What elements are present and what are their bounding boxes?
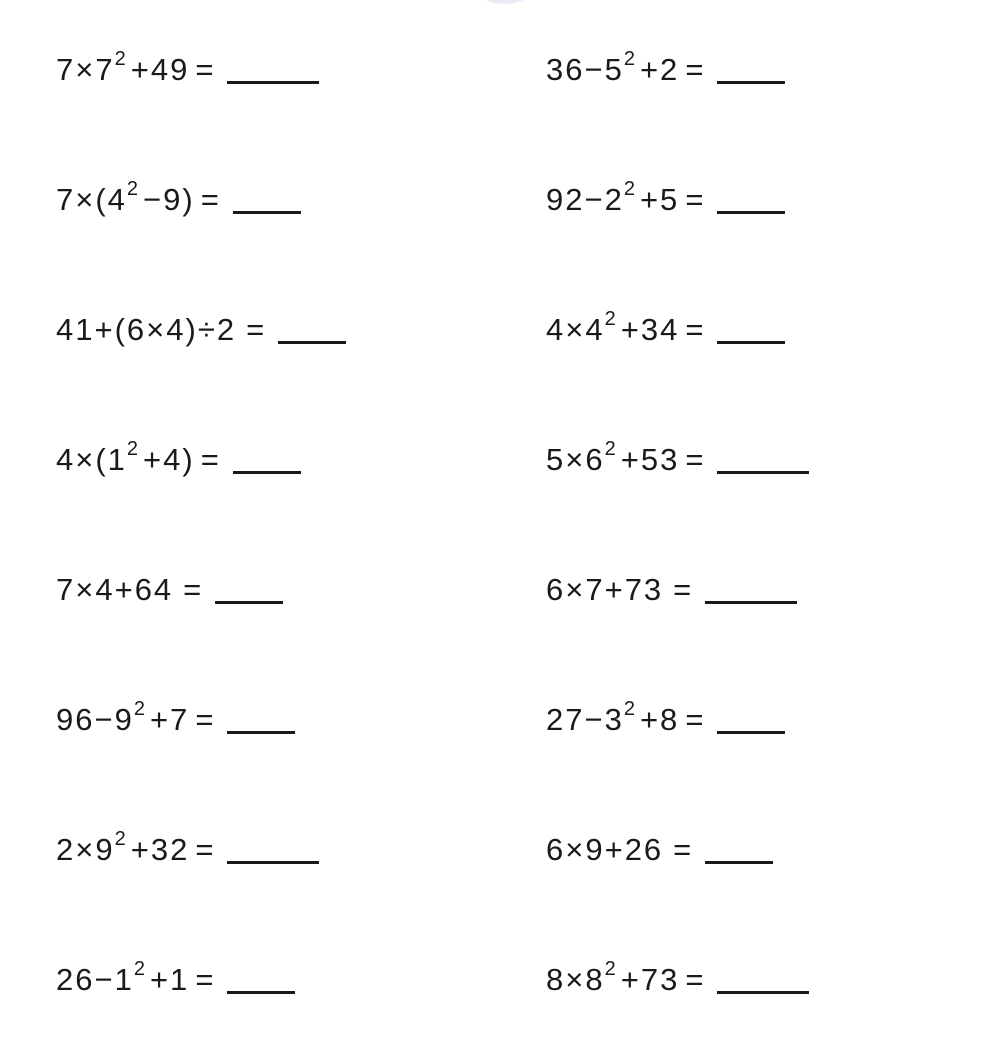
- equals-sign: =: [200, 442, 221, 477]
- answer-blank[interactable]: [227, 955, 295, 994]
- answer-blank[interactable]: [705, 825, 773, 864]
- expression: $5\times 6^2 +53$: [546, 437, 680, 477]
- expression: $4\times 4^2 +34$: [546, 307, 680, 347]
- expression: $92-2^2 +5$: [546, 177, 680, 217]
- expression: 41+(6×4)÷2: [56, 312, 237, 347]
- equals-sign: =: [195, 702, 216, 737]
- expression: 6×9+26: [546, 832, 664, 867]
- expression: 7×4+64: [56, 572, 174, 607]
- answer-blank[interactable]: [705, 565, 797, 604]
- equals-sign: =: [195, 52, 216, 87]
- problem-left-7: [56, 818, 319, 868]
- expression: $7\times(4^2 -9)$: [56, 177, 195, 217]
- problem-right-3: [546, 298, 785, 348]
- problem-right-2: [546, 168, 785, 218]
- answer-blank[interactable]: [233, 435, 301, 474]
- expression: $36-5^2 +2$: [546, 47, 680, 87]
- problem-left-3: [56, 298, 346, 348]
- problem-left-6: [56, 688, 295, 738]
- expression: 6×7+73: [546, 572, 664, 607]
- problem-left-5: [56, 558, 283, 608]
- problem-left-8: [56, 948, 295, 998]
- equals-sign: =: [195, 962, 216, 997]
- equals-sign: =: [673, 832, 694, 867]
- problem-right-4: [546, 428, 809, 478]
- problem-right-7: [546, 818, 773, 868]
- expression: $27-3^2 +8$: [546, 697, 680, 737]
- equals-sign: =: [183, 572, 204, 607]
- answer-blank[interactable]: [227, 825, 319, 864]
- problem-right-5: [546, 558, 797, 608]
- answer-blank[interactable]: [215, 565, 283, 604]
- equals-sign: =: [685, 442, 706, 477]
- answer-blank[interactable]: [717, 435, 809, 474]
- equals-sign: =: [685, 312, 706, 347]
- expression: $8\times 8^2 +73$: [546, 957, 680, 997]
- equals-sign: =: [685, 702, 706, 737]
- expression: $4\times(1^2 +4)$: [56, 437, 195, 477]
- answer-blank[interactable]: [227, 45, 319, 84]
- problem-left-1: [56, 38, 319, 88]
- problem-left-4: [56, 428, 301, 478]
- equals-sign: =: [685, 52, 706, 87]
- answer-blank[interactable]: [717, 175, 785, 214]
- equals-sign: =: [685, 182, 706, 217]
- answer-blank[interactable]: [717, 695, 785, 734]
- expression: $7\times 7^2 +49$: [56, 47, 190, 87]
- answer-blank[interactable]: [233, 175, 301, 214]
- answer-blank[interactable]: [717, 45, 785, 84]
- expression: $26-1^2 +1$: [56, 957, 190, 997]
- answer-blank[interactable]: [278, 305, 346, 344]
- equals-sign: =: [200, 182, 221, 217]
- equals-sign: =: [246, 312, 267, 347]
- equals-sign: =: [195, 832, 216, 867]
- expression: $2\times 9^2 +32$: [56, 827, 190, 867]
- expression: $96-9^2 +7$: [56, 697, 190, 737]
- problem-left-2: [56, 168, 301, 218]
- equals-sign: =: [673, 572, 694, 607]
- problem-right-8: [546, 948, 809, 998]
- answer-blank[interactable]: [717, 305, 785, 344]
- problem-right-1: [546, 38, 785, 88]
- problem-right-6: [546, 688, 785, 738]
- answer-blank[interactable]: [717, 955, 809, 994]
- answer-blank[interactable]: [227, 695, 295, 734]
- equals-sign: =: [685, 962, 706, 997]
